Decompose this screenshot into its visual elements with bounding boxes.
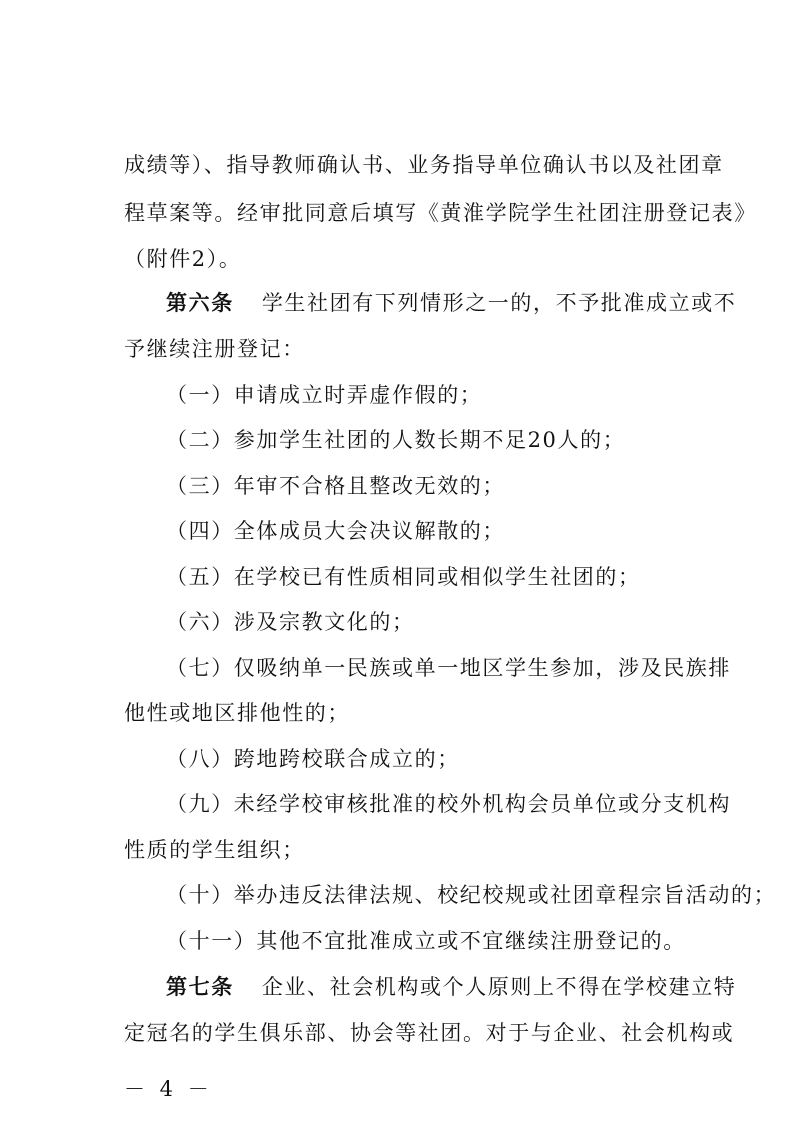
list-item: （六）涉及宗教文化的； (166, 610, 415, 634)
article-7-heading: 第七条 (166, 974, 234, 999)
list-item: （七）仅吸纳单一民族或单一地区学生参加，涉及民族排 (166, 656, 731, 680)
text-line: （附件2）。 (124, 247, 242, 271)
list-item: （四）全体成员大会决议解散的； (166, 519, 505, 543)
text-line: 定冠名的学生俱乐部、协会等社团。对于与企业、社会机构或 (124, 1021, 735, 1045)
list-item: （一）申请成立时弄虚作假的； (166, 383, 483, 407)
list-item: （十一）其他不宜批准成立或不宜继续注册登记的。 (166, 929, 686, 953)
text-line: 予继续注册登记： (124, 337, 305, 361)
text-line: 成绩等）、指导教师确认书、业务指导单位确认书以及社团章 (124, 153, 724, 177)
text-line: 程草案等。经审批同意后填写《黄淮学院学生社团注册登记表》 (124, 201, 757, 225)
page-number: － 4 － (124, 1077, 213, 1101)
article-6-text: 学生社团有下列情形之一的，不予批准成立或不 (261, 291, 737, 315)
list-item-continuation: 性质的学生组织； (124, 838, 305, 862)
article-7-text: 企业、社会机构或个人原则上不得在学校建立特 (261, 975, 737, 999)
list-item: （三）年审不合格且整改无效的； (166, 474, 505, 498)
list-item: （八）跨地跨校联合成立的； (166, 747, 460, 771)
list-item-continuation: 他性或地区排他性的； (124, 701, 350, 725)
list-item: （十）举办违反法律法规、校纪校规或社团章程宗旨活动的； (166, 883, 777, 907)
article-7-line (166, 974, 736, 1000)
list-item: （二）参加学生社团的人数长期不足20人的； (166, 428, 626, 452)
article-6-line (166, 290, 736, 316)
list-item: （九）未经学校审核批准的校外机构会员单位或分支机构 (166, 792, 731, 816)
list-item: （五）在学校已有性质相同或相似学生社团的； (166, 565, 641, 589)
article-6-heading: 第六条 (166, 290, 234, 315)
